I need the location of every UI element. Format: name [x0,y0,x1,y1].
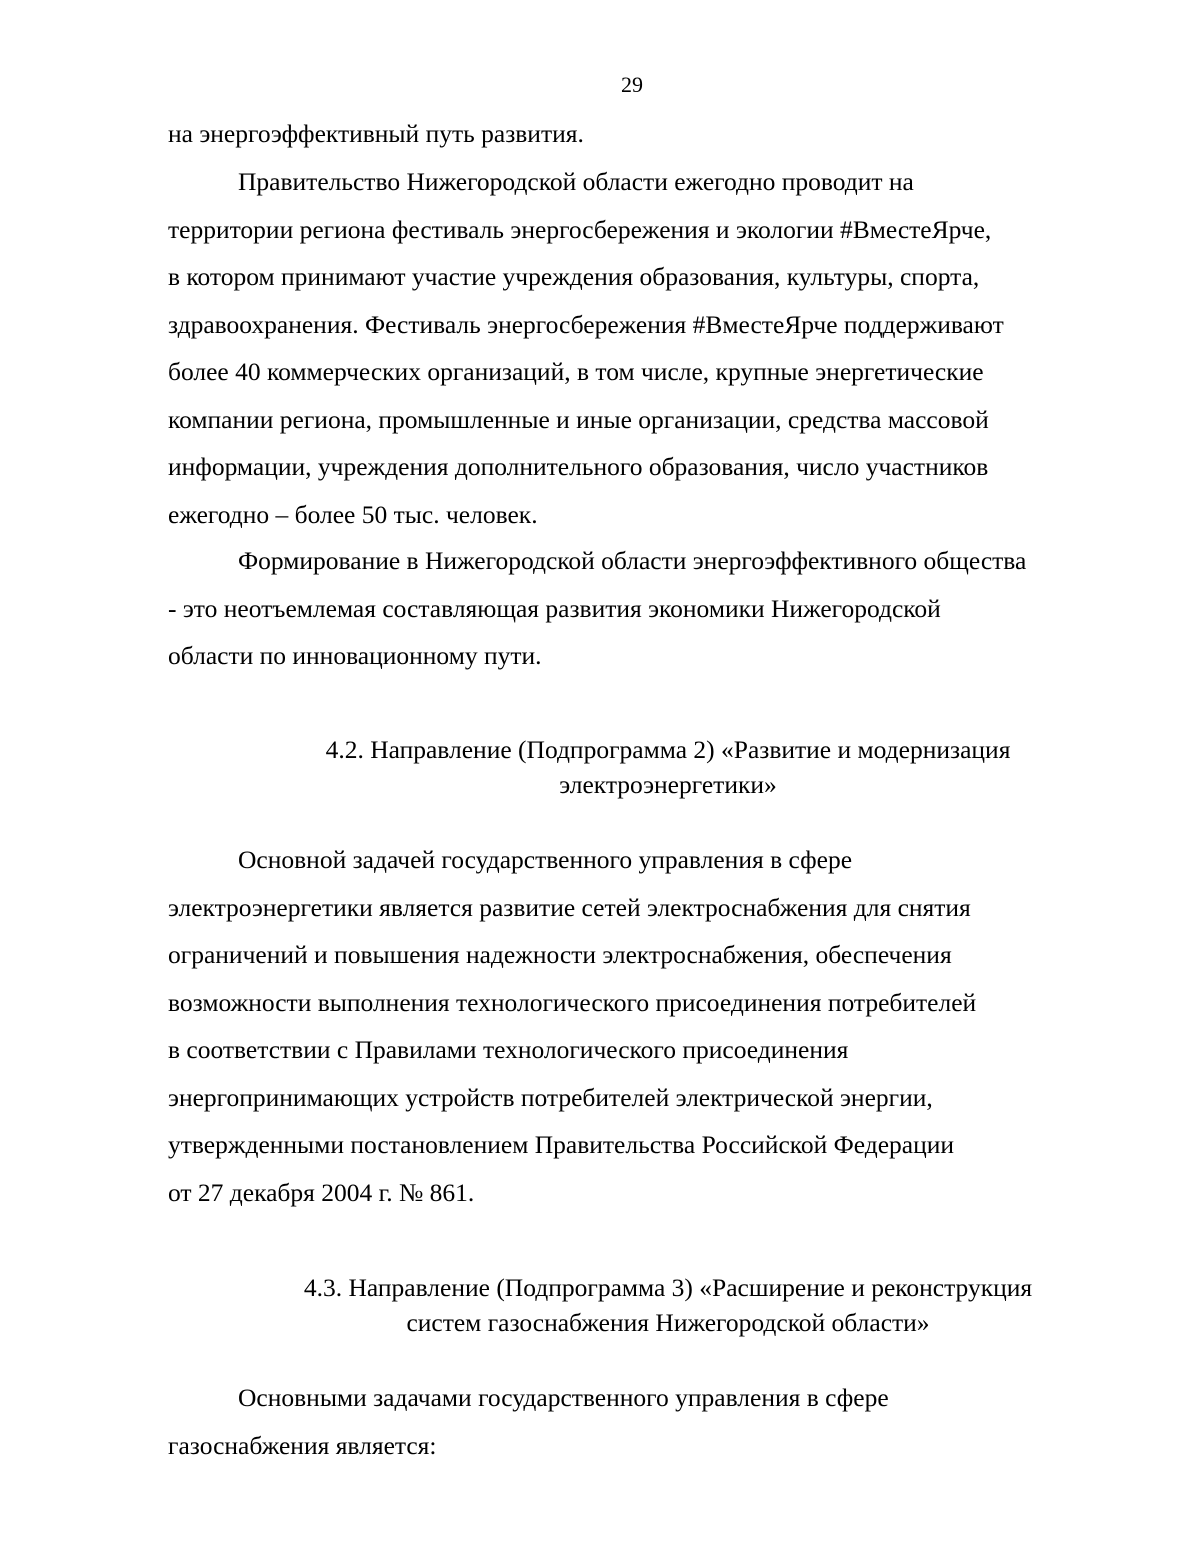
text-line: области по инновационному пути. [168,641,542,670]
text-line: информации, учреждения дополнительного образования, число участников [168,452,989,481]
text-line: газоснабжения является: [168,1430,437,1460]
text-line: территории региона фестиваль энергосбережения и экологии #ВместеЯрче, [168,214,992,244]
text-line: Формирование в Нижегородской области энергоэффективного общества [238,546,1027,575]
section-heading-4-3 [168,1270,1168,1340]
paragraph-festival [168,158,1098,538]
text-line: электроэнергетики является развитие сетей электроснабжения для снятия [168,892,971,922]
text-line: на энергоэффективный путь развития. [168,119,584,148]
text-line: Основными задачами государственного управления в сфере [238,1383,889,1412]
paragraph-electricity [168,836,1098,1216]
heading-line: 4.3. Направление (Подпрограмма 3) «Расширение и реконструкция [303,1273,1033,1302]
text-line: более 40 коммерческих организаций, в том числе, крупные энергетические [168,357,984,386]
section-heading-4-2 [168,732,1168,802]
heading-line: 4.2. Направление (Подпрограмма 2) «Развитие и модернизация [325,735,1011,764]
text-line: - это неотъемлемая составляющая развития экономики Нижегородской [168,593,941,623]
text-line: ограничений и повышения надежности электроснабжения, обеспечения [168,940,952,969]
text-line: компании региона, промышленные и иные организации, средства массовой [168,404,989,434]
text-line: энергопринимающих устройств потребителей электрической энергии, [168,1082,933,1112]
text-line: ежегодно – более 50 тыс. человек. [168,499,538,529]
paragraph-society [168,537,1098,680]
text-line: в котором принимают участие учреждения образования, культуры, спорта, [168,262,980,291]
text-line: утвержденными постановлением Правительства Российской Федерации [168,1130,955,1159]
paragraph-gas-supply [168,1374,1098,1469]
text-line: Правительство Нижегородской области ежегодно проводит на [238,167,914,196]
text-line: возможности выполнения технологического присоединения потребителей [168,987,977,1017]
paragraph-continuation [168,110,1098,158]
text-line: Основной задачей государственного управления в сфере [238,845,853,874]
page-number: 29 [621,72,643,97]
heading-line: систем газоснабжения Нижегородской области» [406,1308,930,1337]
text-line: от 27 декабря 2004 г. № 861. [168,1177,475,1207]
heading-line: электроэнергетики» [559,770,777,799]
text-line: здравоохранения. Фестиваль энергосбережения #ВместеЯрче поддерживают [168,309,1004,339]
text-line: в соответствии с Правилами технологического присоединения [168,1035,849,1064]
